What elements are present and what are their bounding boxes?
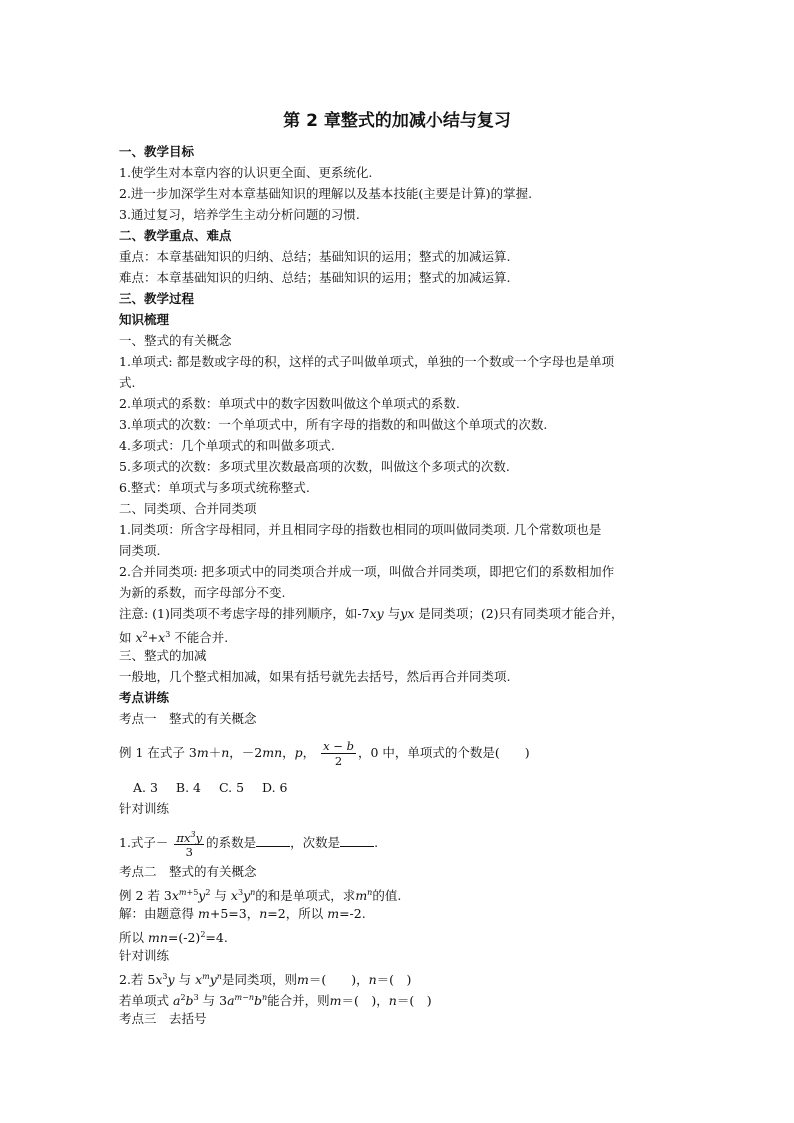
paragraph: 5.多项式的次数：多项式里次数最高项的次数，叫做这个多项式的次数.: [119, 459, 510, 474]
paragraph: 式.: [119, 375, 136, 390]
exercise-2: 2.若 $5x^3y$ 与 $x^my^n$是同类项，则m＝( )，n＝( ): [119, 972, 412, 988]
solution-line: 解：由题意得 m+5=3，n=2，所以 m=-2.: [119, 906, 366, 921]
paragraph: 考点二 整式的有关概念: [119, 864, 257, 879]
answer-options: A. 3 B. 4 C. 5 D. 6: [133, 780, 288, 795]
fraction: $\frac{x - b}{2}$: [323, 739, 354, 768]
paragraph: 1.单项式: 都是数或字母的积，这样的式子叫做单项式，单独的一个数或一个字母也是单项: [119, 354, 615, 369]
paragraph: 3.通过复习，培养学生主动分析问题的习惯.: [119, 207, 360, 222]
fraction: $\frac{\pi x^3y}{3}$: [176, 829, 203, 860]
paragraph: 2.单项式的系数：单项式中的数字因数叫做这个单项式的系数.: [119, 396, 460, 411]
answer-blank: [256, 832, 290, 847]
paragraph: 一、整式的有关概念: [119, 333, 232, 348]
paragraph: 针对训练: [119, 948, 170, 963]
exercise-3: 若单项式 $a^2b^3$ 与 $3a^{m-n}b^n$能合并，则m＝( )，n＝( ): [119, 993, 432, 1009]
paragraph: 6.整式：单项式与多项式统称整式.: [119, 480, 310, 495]
subsection-heading: 知识梳理: [119, 312, 170, 327]
document-body: [119, 141, 679, 1029]
paragraph: 三、整式的加减: [119, 648, 207, 663]
subsection-heading: 考点讲练: [119, 690, 170, 705]
paragraph: 1.同类项：所含字母相同，并且相同字母的指数也相同的项叫做同类项. 几个常数项也是: [119, 522, 602, 537]
example-1: 例 1 在式子 3m＋n，－2mn，p， $\frac{x - b}{2}$ ，0 中，单项式的个数是( ): [119, 739, 530, 768]
exercise-1: 1.式子－ $\frac{\pi x^3y}{3}$ 的系数是 ，次数是 .: [119, 829, 379, 860]
example-2: 例 2 若 $3x^{m+5}y^2$ 与 $x^3y^n$的和是单项式，求$m^n$的值.: [119, 888, 402, 904]
paragraph: 考点一 整式的有关概念: [119, 711, 257, 726]
section-heading: 二、教学重点、难点: [119, 228, 232, 243]
solution-line: 所以 $mn=(-2)^2=4$.: [119, 930, 228, 946]
page-title: 第 2 章整式的加减小结与复习: [283, 111, 511, 131]
paragraph: 1.使学生对本章内容的认识更全面、更系统化.: [119, 165, 373, 180]
paragraph: 考点三 去括号: [119, 1011, 207, 1026]
section-heading: 一、教学目标: [119, 144, 195, 159]
paragraph: 针对训练: [119, 801, 170, 816]
paragraph: 一般地，几个整式相加减，如果有括号就先去括号，然后再合并同类项.: [119, 669, 511, 684]
paragraph: 2.合并同类项: 把多项式中的同类项合并成一项，叫做合并同类项，即把它们的系数相加作: [119, 564, 615, 579]
paragraph: 3.单项式的次数：一个单项式中，所有字母的指数的和叫做这个单项式的次数.: [119, 417, 548, 432]
note-line: 注意: (1)同类项不考虑字母的排列顺序，如-7xy 与yx 是同类项；(2)只有同类项才能合并，: [119, 606, 624, 621]
note-line: 如 $x^2+x^3$ 不能合并.: [119, 630, 229, 646]
paragraph: 难点：本章基础知识的归纳、总结；基础知识的运用；整式的加减运算.: [119, 270, 511, 285]
paragraph: 4.多项式：几个单项式的和叫做多项式.: [119, 438, 335, 453]
paragraph: 二、同类项、合并同类项: [119, 501, 257, 516]
answer-blank: [340, 832, 374, 847]
paragraph: 为新的系数，而字母部分不变.: [119, 585, 286, 600]
section-heading: 三、教学过程: [119, 291, 195, 306]
paragraph: 2.进一步加深学生对本章基础知识的理解以及基本技能(主要是计算)的掌握.: [119, 186, 533, 201]
paragraph: 重点：本章基础知识的归纳、总结；基础知识的运用；整式的加减运算.: [119, 249, 511, 264]
paragraph: 同类项.: [119, 543, 161, 558]
